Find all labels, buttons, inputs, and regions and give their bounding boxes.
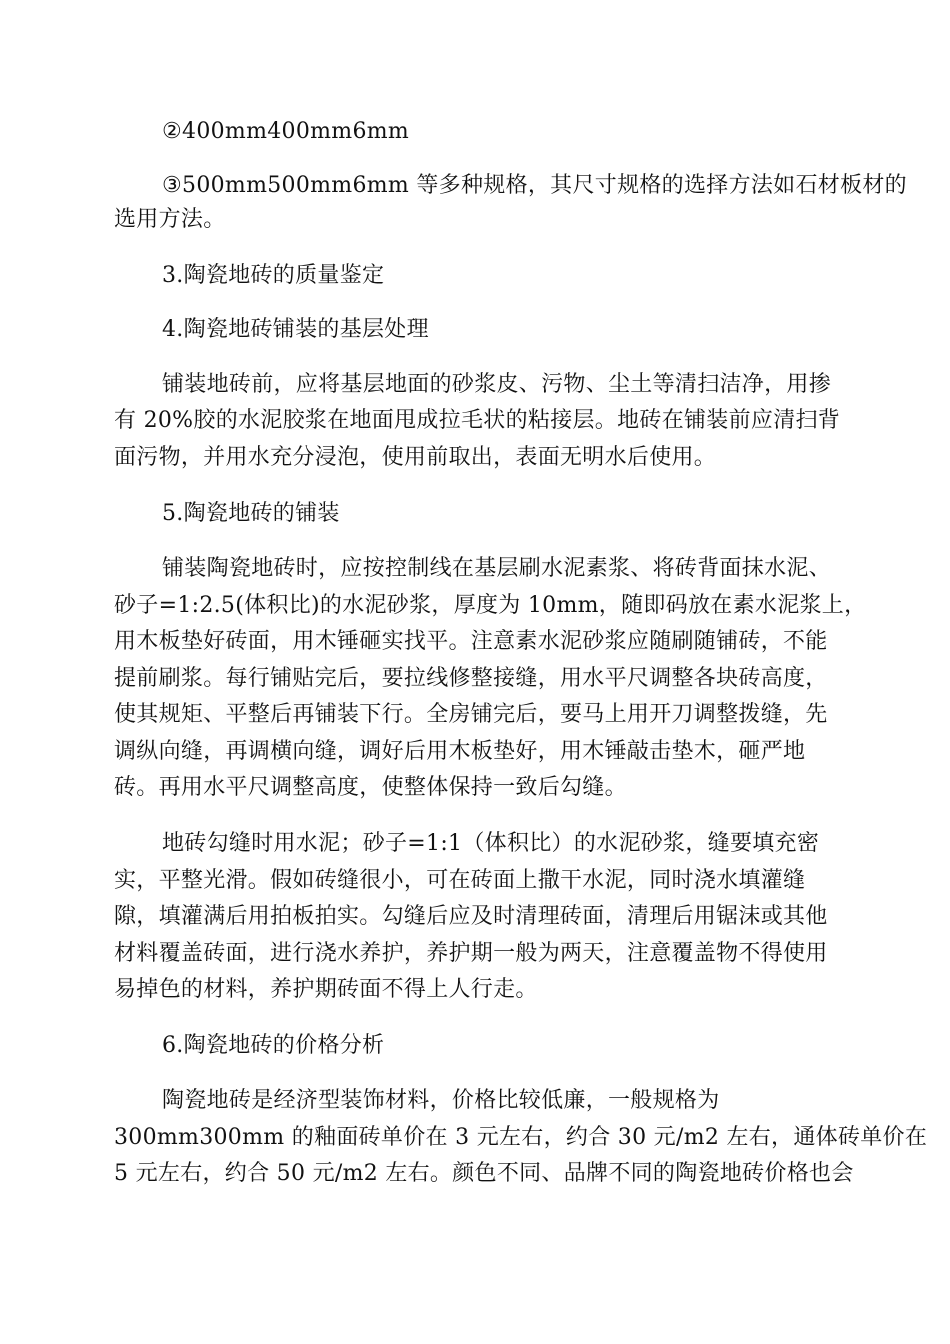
grout-paragraph-line-2: 实，平整光滑。假如砖缝很小，可在砖面上撒干水泥，同时浇水填灌缝 bbox=[114, 868, 806, 893]
grout-paragraph-line-4: 材料覆盖砖面，进行浇水养护，养护期一般为两天，注意覆盖物不得使用 bbox=[114, 941, 828, 966]
laying-paragraph-line-2: 砂子=1:2.5(体积比)的水泥砂浆，厚度为 10mm，随即码放在素水泥浆上， bbox=[114, 593, 867, 618]
grout-paragraph-line-3: 隙，填灌满后用拍板拍实。勾缝后应及时清理砖面，清理后用锯沫或其他 bbox=[114, 904, 828, 929]
spec-item-2: ②400mm400mm6mm bbox=[162, 119, 410, 144]
base-paragraph-line-1: 铺装地砖前，应将基层地面的砂浆皮、污物、尘土等清扫洁净，用掺 bbox=[162, 372, 832, 397]
laying-paragraph-line-7: 砖。再用水平尺调整高度，使整体保持一致后勾缝。 bbox=[114, 775, 627, 800]
section-heading-5: 5.陶瓷地砖的铺装 bbox=[162, 501, 340, 526]
base-paragraph-line-3: 面污物，并用水充分浸泡，使用前取出，表面无明水后使用。 bbox=[114, 445, 717, 470]
section-heading-6: 6.陶瓷地砖的价格分析 bbox=[162, 1033, 385, 1058]
laying-paragraph-line-6: 调纵向缝，再调横向缝，调好后用木板垫好，用木锤敲击垫木，砸严地 bbox=[114, 739, 806, 764]
spec-item-3-line-2: 选用方法。 bbox=[114, 207, 226, 232]
grout-paragraph-line-1: 地砖勾缝时用水泥；砂子=1:1（体积比）的水泥砂浆，缝要填充密 bbox=[162, 831, 820, 856]
laying-paragraph-line-1: 铺装陶瓷地砖时，应按控制线在基层刷水泥素浆、将砖背面抹水泥、 bbox=[162, 556, 832, 581]
price-paragraph-line-2: 300mm300mm 的釉面砖单价在 3 元左右，约合 30 元/m2 左右，通体砖单价在 bbox=[114, 1125, 928, 1150]
section-heading-3: 3.陶瓷地砖的质量鉴定 bbox=[162, 263, 385, 288]
laying-paragraph-line-5: 使其规矩、平整后再铺装下行。全房铺完后，要马上用开刀调整拨缝，先 bbox=[114, 702, 828, 727]
spec-item-3-line-1: ③500mm500mm6mm 等多种规格，其尺寸规格的选择方法如石材板材的 bbox=[162, 173, 907, 198]
laying-paragraph-line-4: 提前刷浆。每行铺贴完后，要拉线修整接缝，用水平尺调整各块砖高度， bbox=[114, 666, 828, 691]
price-paragraph-line-1: 陶瓷地砖是经济型装饰材料，价格比较低廉，一般规格为 bbox=[162, 1088, 720, 1113]
section-heading-4: 4.陶瓷地砖铺装的基层处理 bbox=[162, 317, 429, 342]
price-paragraph-line-3: 5 元左右，约合 50 元/m2 左右。颜色不同、品牌不同的陶瓷地砖价格也会 bbox=[114, 1161, 854, 1186]
grout-paragraph-line-5: 易掉色的材料，养护期砖面不得上人行走。 bbox=[114, 977, 538, 1002]
laying-paragraph-line-3: 用木板垫好砖面，用木锤砸实找平。注意素水泥砂浆应随刷随铺砖，不能 bbox=[114, 629, 828, 654]
base-paragraph-line-2: 有 20%胶的水泥胶浆在地面甩成拉毛状的粘接层。地砖在铺装前应清扫背 bbox=[114, 408, 841, 433]
